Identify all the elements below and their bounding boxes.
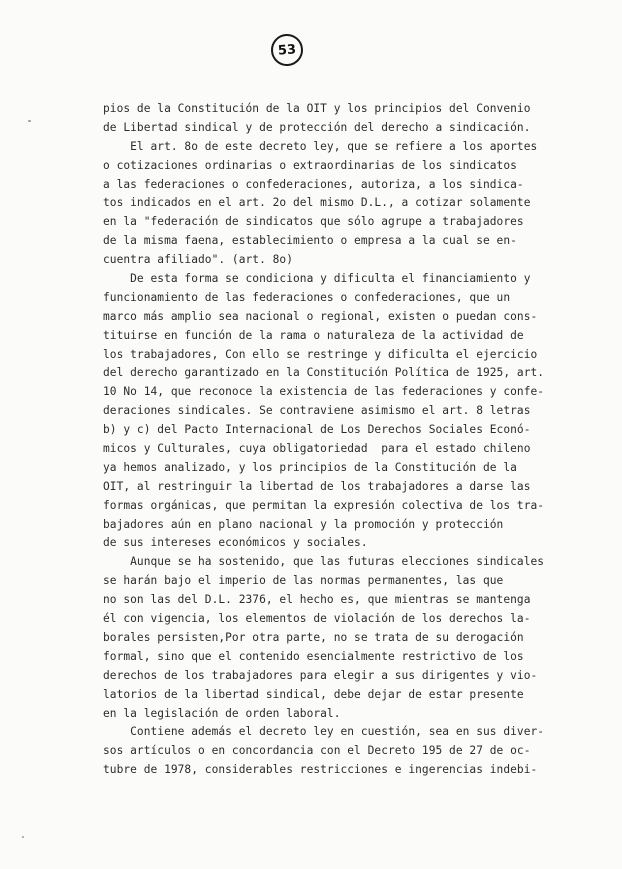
text-line: cuentra afiliado". (art. 8o) <box>103 253 293 267</box>
text-line: El art. 8o de este decreto ley, que se refiere a los aportes <box>103 139 538 153</box>
text-line: micos y Culturales, cuya obligatoriedad para el estado chileno <box>103 442 531 456</box>
text-line: de sus intereses económicos y sociales. <box>103 536 368 550</box>
text-line: se harán bajo el imperio de las normas permanentes, las que <box>103 574 504 588</box>
text-line: bajadores aún en plano nacional y la promoción y protección <box>103 517 504 531</box>
scan-speck <box>28 120 31 122</box>
text-line: formas orgánicas, que permitan la expresión colectiva de los tra- <box>103 498 545 512</box>
text-line: marco más amplio sea nacional o regional, existen o puedan cons- <box>103 309 538 323</box>
text-line: OIT, al restringuir la libertad de los trabajadores a darse las <box>103 479 531 493</box>
text-line: Contiene además el decreto ley en cuestión, sea en sus diver- <box>103 725 545 739</box>
text-line: pios de la Constitución de la OIT y los principios del Convenio <box>103 102 531 115</box>
text-line: borales persisten,Por otra parte, no se trata de su derogación <box>103 630 524 644</box>
text-line: él con vigencia, los elementos de violación de los derechos la- <box>103 612 531 626</box>
text-line: sos artículos o en concordancia con el Decreto 195 de 27 de oc- <box>103 744 531 758</box>
text-line: derechos de los trabajadores para elegir a sus dirigentes y vio- <box>103 668 538 682</box>
text-line: los trabajadores, Con ello se restringe y dificulta el ejercicio <box>103 347 538 361</box>
text-line: formal, sino que el contenido esencialmente restrictivo de los <box>103 649 524 663</box>
text-line: no son las del D.L. 2376, el hecho es, que mientras se mantenga <box>103 593 531 607</box>
page-number-circle: 53 <box>270 33 304 67</box>
text-line: deraciones sindicales. Se contraviene asimismo el art. 8 letras <box>103 404 531 418</box>
text-line: en la "federación de sindicatos que sólo agrupe a trabajadores <box>103 215 524 229</box>
text-line: de Libertad sindical y de protección del derecho a sindicación. <box>103 120 531 134</box>
body-text <box>103 100 583 780</box>
text-line: del derecho garantizado en la Constitución Política de 1925, art. <box>103 366 545 380</box>
text-line: en la legislación de orden laboral. <box>103 706 341 720</box>
text-line: b) y c) del Pacto Internacional de Los Derechos Sociales Econó- <box>103 423 531 437</box>
text-line: tos indicados en el art. 2o del mismo D.L., a cotizar solamente <box>103 196 531 210</box>
text-line: Aunque se ha sostenido, que las futuras elecciones sindicales <box>103 555 545 569</box>
text-line: latorios de la libertad sindical, debe dejar de estar presente <box>103 687 524 701</box>
text-line: 10 No 14, que reconoce la existencia de las federaciones y confe- <box>103 385 545 399</box>
text-line: ya hemos analizado, y los principios de la Constitución de la <box>103 460 517 474</box>
text-line: De esta forma se condiciona y dificulta el financiamiento y <box>103 272 531 286</box>
text-line: o cotizaciones ordinarias o extraordinarias de los sindicatos <box>103 158 517 172</box>
text-line: de la misma faena, establecimiento o empresa a la cual se en- <box>103 234 517 248</box>
text-line: tubre de 1978, considerables restricciones e ingerencias indebi- <box>103 763 538 777</box>
text-line: tituirse en función de la rama o naturaleza de la actividad de <box>103 328 524 342</box>
text-line: funcionamiento de las federaciones o confederaciones, que un <box>103 290 511 304</box>
text-line: a las federaciones o confederaciones, autoriza, a los sindica- <box>103 177 524 191</box>
scan-speck <box>22 836 24 838</box>
